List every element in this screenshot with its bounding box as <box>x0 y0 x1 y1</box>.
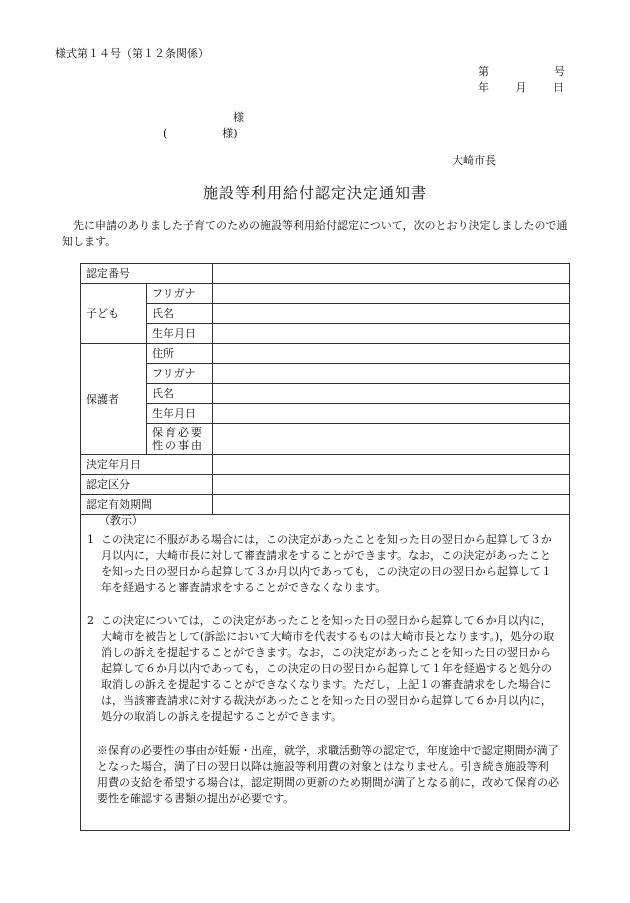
notice-note: ※保育の必要性の事由が妊娠・出産，就学，求職活動等の認定で，年度途中で認定期間が満了となった場合，満了日の翌日以降は施設等利用費の対象とはなりません。引き続き施設等利用費の支給を希望する場合は，認定期間の更新のため期間が満了となる前に，改めて保育の必要性を確認する書類の提出が必要です。 <box>97 744 559 805</box>
table-row <box>81 264 570 284</box>
number-label: 第 <box>478 65 489 78</box>
guardian-need-label: 保育必要性の事由 <box>147 424 213 455</box>
paragraph-number: 1 <box>87 533 94 546</box>
number-suffix: 号 <box>554 65 565 78</box>
guardian-need-value <box>213 424 570 455</box>
addressee-honorific: 様 <box>233 111 244 124</box>
child-birth-value <box>213 324 570 344</box>
intro-paragraph: 先に申請のありました子育てのための施設等利用給付認定について，次のとおり決定しましたので通知します。 <box>62 219 568 248</box>
child-furigana-value <box>213 284 570 304</box>
cert-category-value <box>213 475 570 495</box>
table-row <box>81 404 570 424</box>
guardian-furigana-label: フリガナ <box>147 364 213 384</box>
guardian-birth-value <box>213 404 570 424</box>
guardian-address-label: 住所 <box>147 344 213 364</box>
child-furigana-label: フリガナ <box>147 284 213 304</box>
child-group-label: 子ども <box>81 284 147 344</box>
child-name-label: 氏名 <box>147 304 213 324</box>
table-row <box>81 304 570 324</box>
table-row <box>81 424 570 455</box>
guardian-name-value <box>213 384 570 404</box>
table-row <box>81 384 570 404</box>
paragraph-text: この決定については，この決定があったことを知った日の翌日から起算して６か月以内に，大崎市を被告として(訴訟において大崎市を代表するものは大崎市長となります。)，処分の取消しの訴えを提起することができます。なお，この決定があったことを知った日の翌日から起算して６か月以内であっても，この決定の日の翌日から起算して１年を経過すると処分の取消しの訴えを提起することができなくなります。ただし，上記１の審査請求をした場合には，当該審査請求に対する裁決があったことを知った日の翌日から起算して６か月以内に，処分の取消しの訴えを提起することができます。 <box>101 614 555 723</box>
guardian-name-label: 氏名 <box>147 384 213 404</box>
guardian-group-label: 保護者 <box>81 344 147 455</box>
table-row <box>81 364 570 384</box>
table-row <box>81 455 570 475</box>
date-line <box>478 79 564 95</box>
cert-number-label: 認定番号 <box>81 264 213 284</box>
table-row <box>81 344 570 364</box>
notice-paragraph-2 <box>87 613 555 725</box>
addressee-parenthetical: ( 様) <box>163 127 238 140</box>
child-name-value <box>213 304 570 324</box>
cert-category-label: 認定区分 <box>81 475 213 495</box>
paragraph-text: この決定に不服がある場合には，この決定があったことを知った日の翌日から起算して３か月以内に，大崎市長に対して審査請求をすることができます。なお，この決定があったことを知った日の翌日から起算して３か月以内であっても，この決定の日の翌日から起算して１年を経過すると審査請求をすることができなくなります。 <box>101 533 552 594</box>
notice-heading: （教示） <box>99 514 143 527</box>
day-label: 日 <box>553 81 564 94</box>
guardian-address-value <box>213 344 570 364</box>
year-label: 年 <box>478 81 489 94</box>
child-birth-label: 生年月日 <box>147 324 213 344</box>
guardian-birth-label: 生年月日 <box>147 404 213 424</box>
form-id: 様式第１４号（第１２条関係） <box>55 47 209 60</box>
decision-date-label: 決定年月日 <box>81 455 213 475</box>
paragraph-number: 2 <box>87 614 94 627</box>
notice-paragraph-1 <box>87 532 555 596</box>
decision-date-value <box>213 455 570 475</box>
month-label: 月 <box>515 81 527 94</box>
certification-table <box>80 263 570 515</box>
issuer-mayor: 大崎市長 <box>452 154 496 167</box>
notice-box <box>80 509 570 831</box>
table-row <box>81 284 570 304</box>
document-title: 施設等利用給付認定決定通知書 <box>202 184 427 202</box>
guardian-furigana-value <box>213 364 570 384</box>
table-row <box>81 324 570 344</box>
table-row <box>81 475 570 495</box>
cert-number-value <box>213 264 570 284</box>
cert-period-label: 認定有効期間 <box>81 495 213 515</box>
